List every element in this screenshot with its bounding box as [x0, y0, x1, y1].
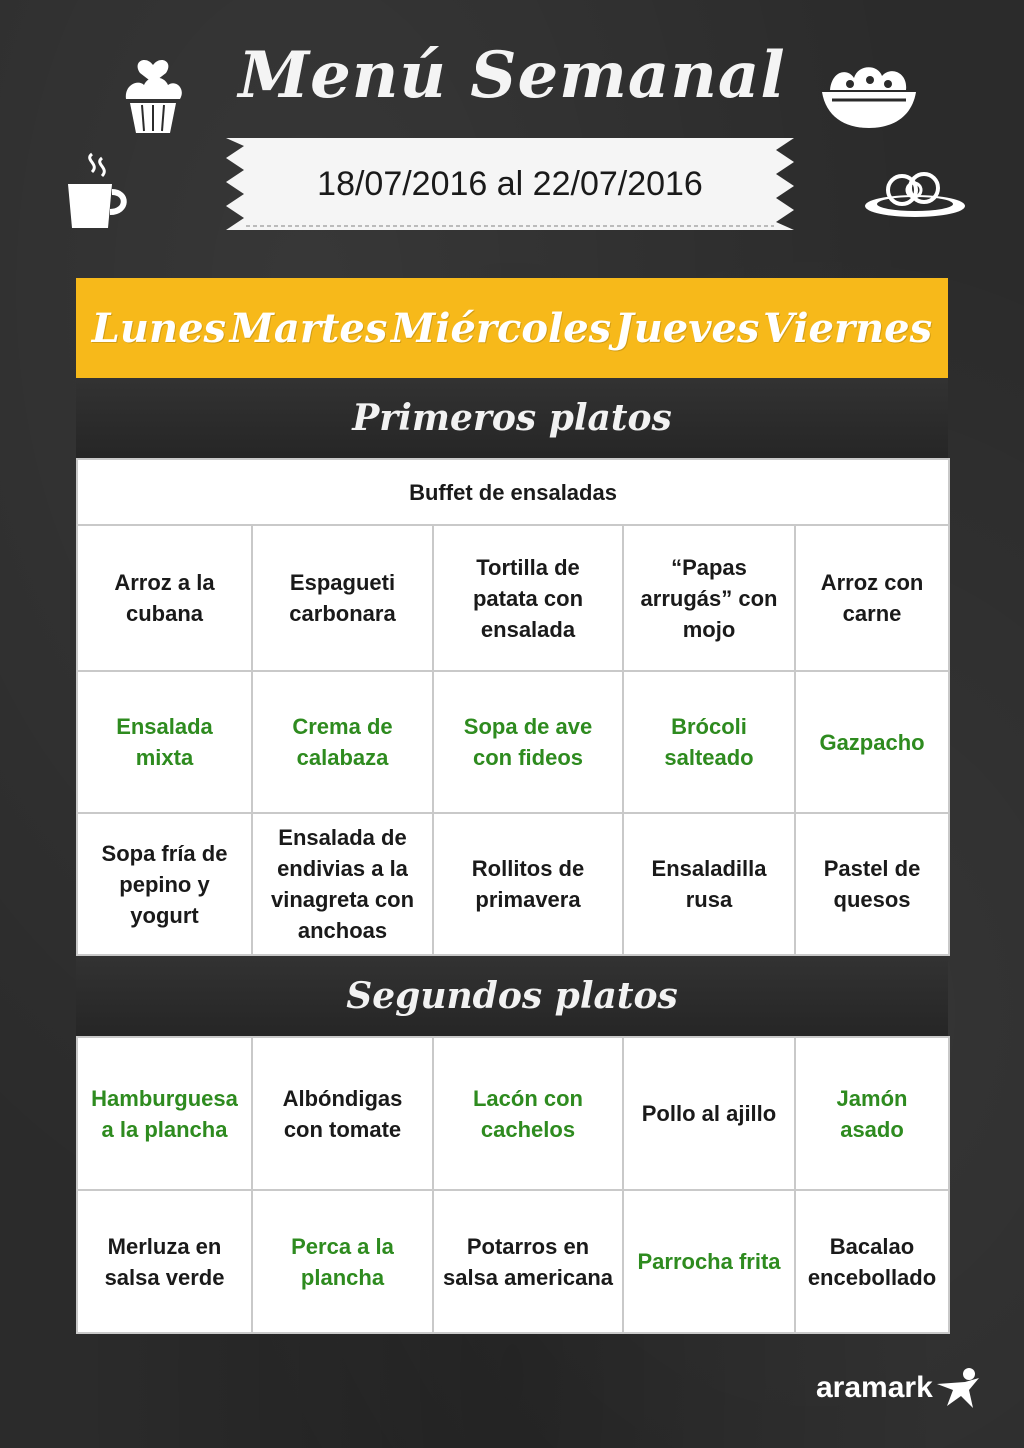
day-friday: Viernes: [763, 304, 933, 352]
table-row: [77, 1037, 949, 1190]
star-figure-icon: [935, 1366, 981, 1410]
dish-cell: Arroz con carne: [795, 525, 949, 671]
day-tuesday: Martes: [229, 304, 388, 352]
day-thursday: Jueves: [614, 304, 760, 352]
coffee-cup-icon: [62, 150, 132, 234]
primeros-table: [76, 458, 950, 956]
dish-cell: Arroz a la cubana: [77, 525, 252, 671]
segundos-table: [76, 1036, 950, 1334]
dish-cell: Potarros en salsa americana: [433, 1190, 623, 1333]
dish-cell: Lacón con cachelos: [433, 1037, 623, 1190]
buffet-cell: Buffet de ensaladas: [77, 459, 949, 525]
dish-cell: “Papas arrugás” con mojo: [623, 525, 795, 671]
dish-cell: Pastel de quesos: [795, 813, 949, 955]
day-wednesday: Miércoles: [390, 304, 612, 352]
brand-name: aramark: [816, 1371, 933, 1404]
dish-cell: Tortilla de patata con ensalada: [433, 525, 623, 671]
table-row: [77, 1190, 949, 1333]
page-title: Menú Semanal: [238, 38, 786, 113]
pasta-plate-icon: [862, 168, 968, 220]
aramark-logo: [816, 1366, 981, 1410]
dish-cell: Hamburguesa a la plancha: [77, 1037, 252, 1190]
table-row: [77, 525, 949, 671]
dish-cell: Ensalada mixta: [77, 671, 252, 813]
dish-cell: Pollo al ajillo: [623, 1037, 795, 1190]
date-ribbon: [226, 138, 794, 230]
dish-cell: Perca a la plancha: [252, 1190, 433, 1333]
table-row: [77, 671, 949, 813]
dish-cell: Ensalada de endivias a la vinagreta con anchoas: [252, 813, 433, 955]
section-primeros: Primeros platos: [76, 378, 948, 458]
dish-cell: Albóndigas con tomate: [252, 1037, 433, 1190]
table-row: [77, 813, 949, 955]
days-header: [76, 278, 948, 378]
dish-cell: Brócoli salteado: [623, 671, 795, 813]
dish-cell: Parrocha frita: [623, 1190, 795, 1333]
dish-cell: Rollitos de primavera: [433, 813, 623, 955]
dish-cell: Bacalao encebollado: [795, 1190, 949, 1333]
dish-cell: Merluza en salsa verde: [77, 1190, 252, 1333]
section-segundos: Segundos platos: [76, 956, 948, 1036]
dish-cell: Sopa de ave con fideos: [433, 671, 623, 813]
date-range: 18/07/2016 al 22/07/2016: [317, 165, 703, 203]
weekly-menu: [76, 278, 948, 1334]
day-monday: Lunes: [91, 304, 227, 352]
dish-cell: Sopa fría de pepino y yogurt: [77, 813, 252, 955]
dish-cell: Crema de calabaza: [252, 671, 433, 813]
dish-cell: Espagueti carbonara: [252, 525, 433, 671]
dish-cell: Ensaladilla rusa: [623, 813, 795, 955]
dish-cell: Gazpacho: [795, 671, 949, 813]
dish-cell: Jamón asado: [795, 1037, 949, 1190]
